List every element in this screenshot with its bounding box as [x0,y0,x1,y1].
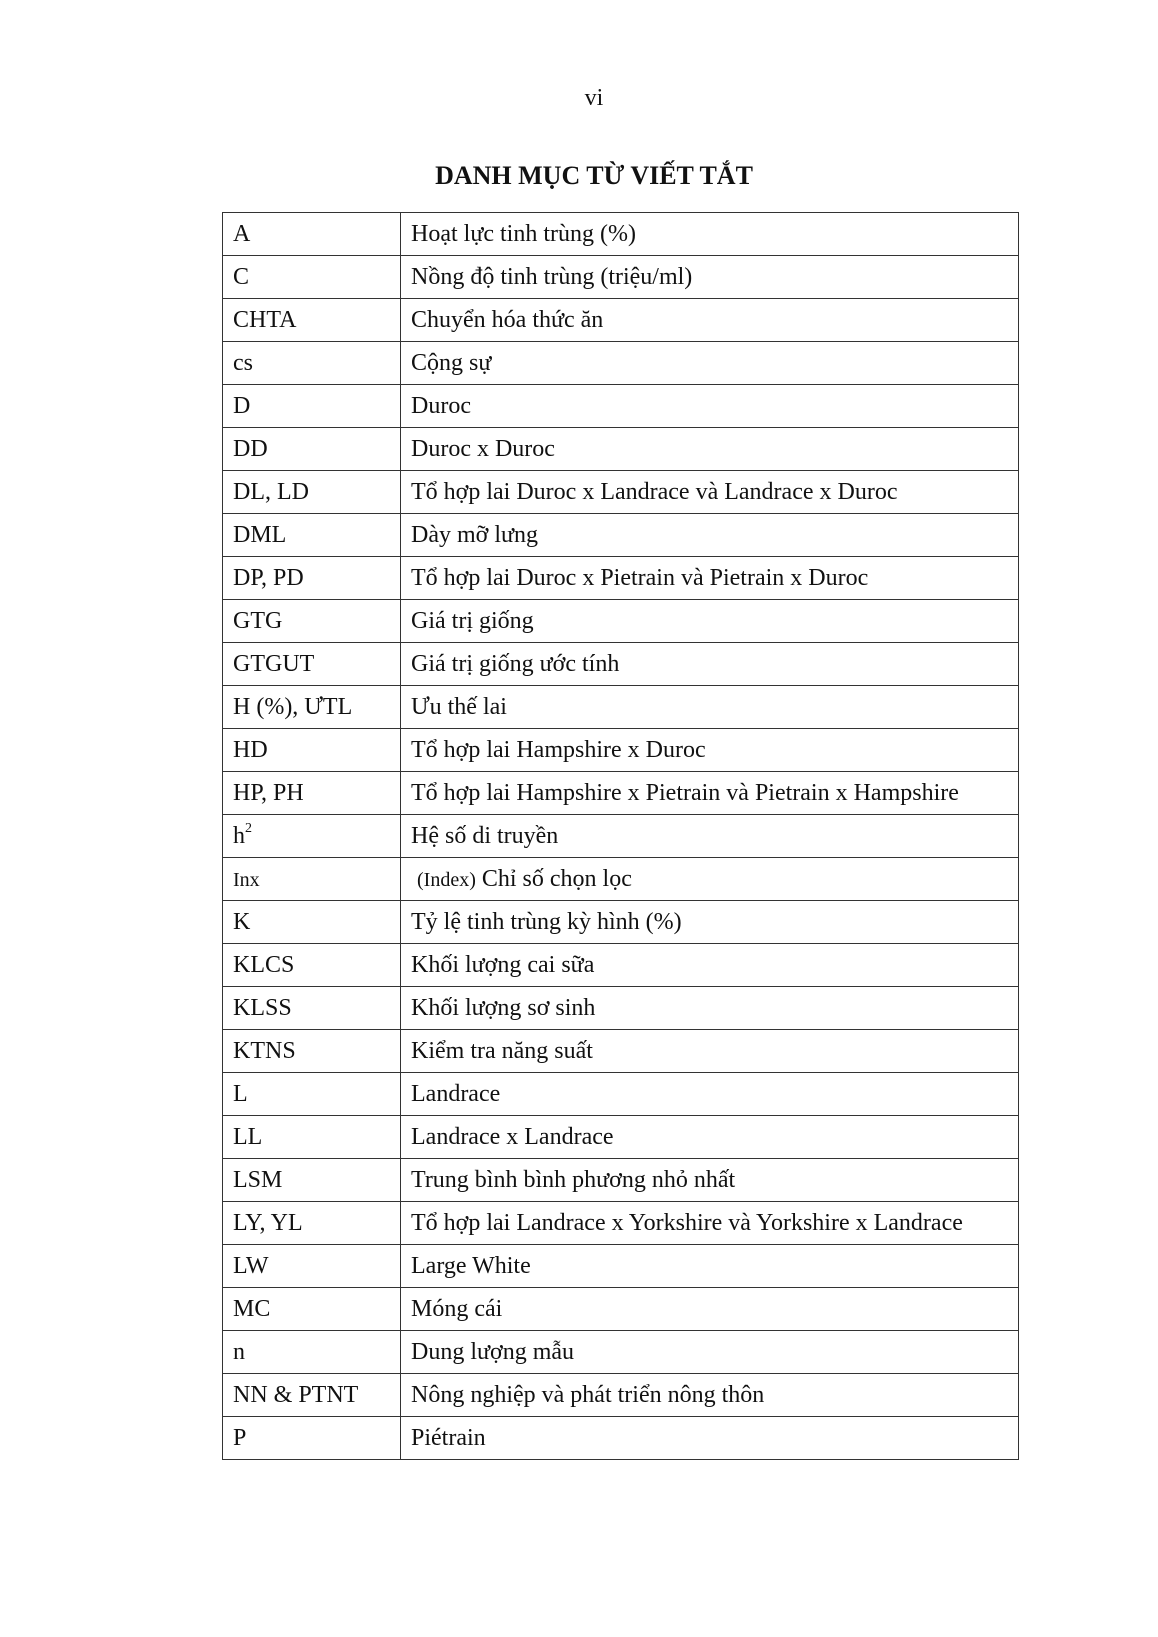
table-row [223,1073,1019,1116]
page-number: vi [584,85,604,111]
abbreviation-cell: CHTA [223,299,401,342]
table-row [223,1245,1019,1288]
table-row [223,557,1019,600]
definition-cell: Landrace x Landrace [401,1116,1019,1159]
definition-cell: Duroc x Duroc [401,428,1019,471]
abbreviation-cell: n [223,1331,401,1374]
definition-cell: Tổ hợp lai Hampshire x Pietrain và Pietrain x Hampshire [401,772,1019,815]
abbreviation-cell: DL, LD [223,471,401,514]
definition-cell: Cộng sự [401,342,1019,385]
abbreviation-cell: LL [223,1116,401,1159]
definition-cell: Tổ hợp lai Hampshire x Duroc [401,729,1019,772]
abbreviation-cell: DML [223,514,401,557]
definition-cell: Piétrain [401,1417,1019,1460]
table-row [223,729,1019,772]
table-row [223,514,1019,557]
table-row [223,901,1019,944]
table-row [223,299,1019,342]
definition-cell: Hoạt lực tinh trùng (%) [401,213,1019,256]
abbreviation-cell: D [223,385,401,428]
abbreviation-base: h [233,823,245,849]
definition-cell: Dung lượng mẫu [401,1331,1019,1374]
abbreviation-cell: KLSS [223,987,401,1030]
table-row [223,987,1019,1030]
definition-cell: Giá trị giống [401,600,1019,643]
abbreviation-cell: GTG [223,600,401,643]
definition-cell: Nông nghiệp và phát triển nông thôn [401,1374,1019,1417]
table-row [223,471,1019,514]
abbreviation-cell: GTGUT [223,643,401,686]
table-row [223,1374,1019,1417]
table-row [223,1116,1019,1159]
definition-cell: Khối lượng cai sữa [401,944,1019,987]
definition-prefix: (Index) [417,868,476,891]
abbreviation-table [222,212,1019,1460]
table-row [223,858,1019,901]
definition-cell: Trung bình bình phương nhỏ nhất [401,1159,1019,1202]
definition-cell: Tổ hợp lai Duroc x Pietrain và Pietrain x Duroc [401,557,1019,600]
definition-cell: Nồng độ tinh trùng (triệu/ml) [401,256,1019,299]
definition-cell: Landrace [401,1073,1019,1116]
definition-cell: Tỷ lệ tinh trùng kỳ hình (%) [401,901,1019,944]
abbreviation-cell: KTNS [223,1030,401,1073]
abbreviation-cell: DD [223,428,401,471]
abbreviation-cell: MC [223,1288,401,1331]
table-row [223,643,1019,686]
abbreviation-cell: NN & PTNT [223,1374,401,1417]
definition-cell: Duroc [401,385,1019,428]
abbreviation-cell: C [223,256,401,299]
table-row [223,213,1019,256]
table-row [223,1331,1019,1374]
table-row [223,385,1019,428]
abbreviation-cell: K [223,901,401,944]
abbreviation-cell [223,858,401,901]
table-row [223,686,1019,729]
abbreviation-cell [223,815,401,858]
definition-text: Chỉ số chọn lọc [481,865,632,892]
definition-cell: Móng cái [401,1288,1019,1331]
table-row [223,944,1019,987]
abbreviation-cell: cs [223,342,401,385]
abbreviation-cell: LSM [223,1159,401,1202]
abbreviation-cell: HP, PH [223,772,401,815]
definition-cell: Dày mỡ lưng [401,514,1019,557]
abbreviation-cell: KLCS [223,944,401,987]
abbreviation-text: Inx [233,868,260,891]
definition-cell: Giá trị giống ước tính [401,643,1019,686]
definition-cell: Large White [401,1245,1019,1288]
table-row [223,1030,1019,1073]
table-row [223,1288,1019,1331]
table-row [223,1202,1019,1245]
abbreviation-cell: LW [223,1245,401,1288]
definition-cell: Ưu thế lai [401,686,1019,729]
abbreviation-cell: LY, YL [223,1202,401,1245]
table-row [223,1417,1019,1460]
table-row [223,428,1019,471]
abbreviation-cell: A [223,213,401,256]
definition-cell: Chuyển hóa thức ăn [401,299,1019,342]
abbreviation-cell: P [223,1417,401,1460]
table-row [223,256,1019,299]
page-title: DANH MỤC TỪ VIẾT TẮT [435,161,753,190]
definition-cell: Tổ hợp lai Landrace x Yorkshire và Yorkshire x Landrace [401,1202,1019,1245]
abbreviation-superscript: 2 [245,821,252,836]
definition-cell: Tổ hợp lai Duroc x Landrace và Landrace x Duroc [401,471,1019,514]
table-row [223,772,1019,815]
definition-cell: Kiểm tra năng suất [401,1030,1019,1073]
abbreviation-cell: H (%), ƯTL [223,686,401,729]
table-row [223,342,1019,385]
abbreviation-cell: DP, PD [223,557,401,600]
table-row [223,600,1019,643]
table-row [223,1159,1019,1202]
definition-cell: Khối lượng sơ sinh [401,987,1019,1030]
definition-cell: Hệ số di truyền [401,815,1019,858]
abbreviation-cell: HD [223,729,401,772]
abbreviation-cell: L [223,1073,401,1116]
table-row [223,815,1019,858]
definition-cell [401,858,1019,901]
